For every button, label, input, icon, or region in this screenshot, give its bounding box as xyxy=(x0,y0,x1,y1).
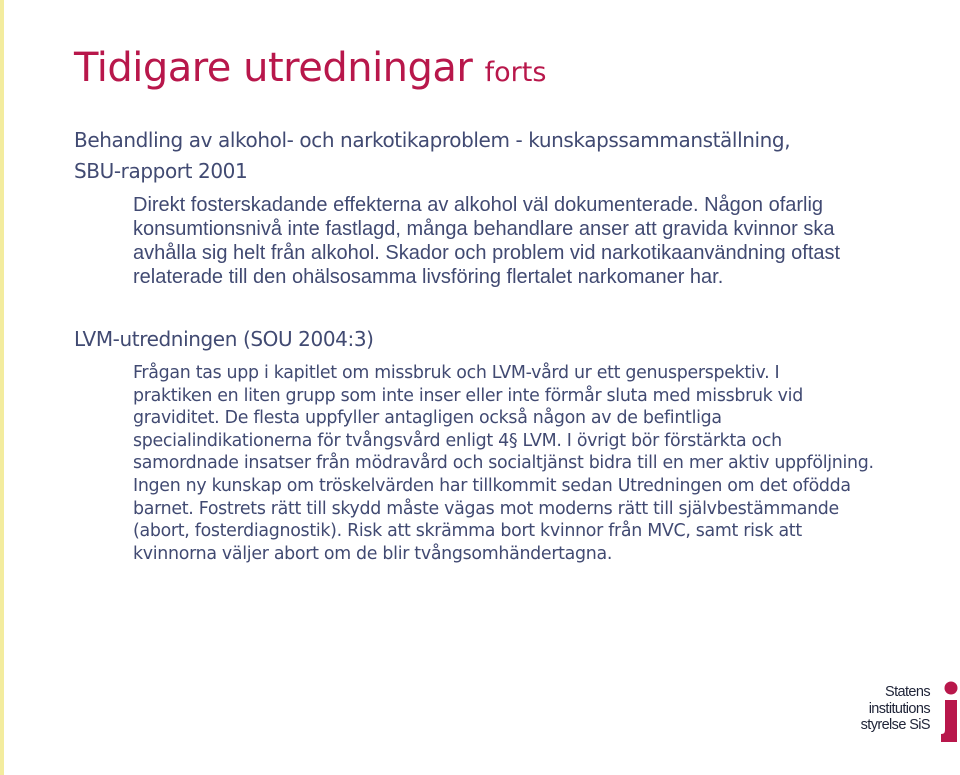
title-sub: forts xyxy=(484,57,547,88)
body-line: relaterade till den ohälsosamma livsföring flertalet narkomaner har. xyxy=(133,266,724,288)
heading-line: SBU-rapport 2001 xyxy=(74,159,248,183)
section-body-lvm xyxy=(133,362,933,565)
body-line: praktiken en liten grupp som inte inser eller inte förmår sluta med missbruk vid xyxy=(133,385,803,406)
body-line: specialindikationerna för tvångsvård enligt 4§ LVM. I övrigt bör förstärkta och xyxy=(133,430,782,451)
left-border-rule xyxy=(0,0,4,775)
logo-line: Statens xyxy=(885,684,930,700)
title-main: Tidigare utredningar xyxy=(74,45,473,91)
heading-line: Behandling av alkohol- och narkotikaproblem - kunskapssammanställning, xyxy=(74,128,791,152)
logo-line: institutions xyxy=(868,700,930,717)
logo-line: styrelse SiS xyxy=(860,717,930,733)
sis-i-mark-icon xyxy=(936,680,958,742)
body-line: konsumtionsnivå inte fastlagd, många behandlare anser att gravida kvinnor ska xyxy=(133,218,835,240)
section-heading-lvm xyxy=(74,324,374,355)
heading-line: LVM-utredningen (SOU 2004:3) xyxy=(74,327,374,351)
section-body-sbu xyxy=(133,193,933,289)
body-line: samordnade insatser från mödravård och socialtjänst bidra till en mer aktiv uppföljning. xyxy=(133,453,874,474)
body-line: kvinnorna väljer abort om de blir tvångsomhändertagna. xyxy=(133,543,613,564)
body-line: barnet. Fostrets rätt till skydd måste vägas mot moderns rätt till självbestämmande xyxy=(133,498,839,519)
logo-wordmark xyxy=(861,684,930,734)
body-line: Ingen ny kunskap om tröskelvärden har tillkommit sedan Utredningen om det ofödda xyxy=(133,475,851,496)
body-line: Frågan tas upp i kapitlet om missbruk och LVM-vård ur ett genusperspektiv. I xyxy=(133,363,780,383)
body-line: graviditet. De flesta uppfyller antagligen också någon av de befintliga xyxy=(133,408,722,429)
body-line: (abort, fosterdiagnostik). Risk att skrämma bort kvinnor från MVC, samt risk att xyxy=(133,521,802,542)
body-line: Direkt fosterskadande effekterna av alkohol väl dokumenterade. Någon ofarlig xyxy=(133,194,824,216)
slide-title xyxy=(74,40,546,101)
body-line: avhålla sig helt från alkohol. Skador och problem vid narkotikaanvändning oftast xyxy=(133,242,841,264)
sis-logo xyxy=(862,680,958,742)
section-heading-sbu xyxy=(74,125,790,187)
